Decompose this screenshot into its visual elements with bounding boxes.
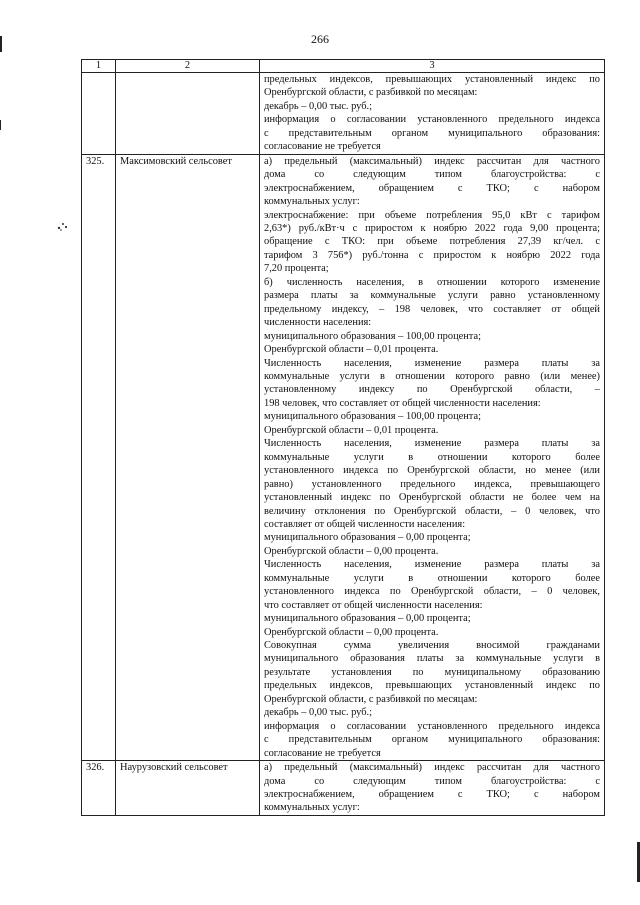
description-line: муниципального образования – 100,00 процента; (264, 411, 481, 423)
table-body (82, 60, 605, 816)
description-line: Оренбургской области – 0,00 процента. (264, 545, 439, 557)
index-description (260, 154, 605, 760)
description-line: дома со следующим типом благоустройства: с (264, 169, 600, 181)
description-line: декабрь – 0,00 тыс. руб.; (264, 100, 373, 112)
table-row (82, 761, 605, 816)
description-line: предельному индексу, – 198 человек, что составляет от общей (264, 303, 600, 315)
municipality-name (116, 73, 260, 155)
description-line: электроснабжение: при объеме потребления 95,0 кВт с тарифом (264, 209, 600, 221)
description-line: муниципального образования – 0,00 процента; (264, 613, 471, 625)
table-row (82, 154, 605, 760)
description-line: коммунальные услуги в отношении которого равно (или менее) (264, 370, 600, 382)
description-line: с представительным органом муниципального образования: (264, 127, 600, 139)
header-col-2: 2 (116, 60, 260, 73)
description-line: коммунальные услуги в отношении которого более (264, 451, 600, 463)
description-line: предельных индексов, превышающих установленный индекс по (264, 74, 600, 85)
row-number (82, 73, 116, 155)
description-line: муниципального образования – 100,00 процента; (264, 330, 481, 342)
description-line: установленный индекс по Оренбургской области не более чем на (264, 492, 600, 504)
description-line: информация о согласовании установленного предельного индекса (264, 720, 600, 732)
description-line: б) численность населения, в отношении которого изменение (264, 276, 600, 288)
description-line: информация о согласовании установленного предельного индекса (264, 114, 600, 126)
description-line: величину отклонения по Оренбургской области, – 0 человек, что (264, 505, 600, 517)
description-line: а) предельный (максимальный) индекс рассчитан для частного (264, 762, 600, 774)
description-line: Оренбургской области, с разбивкой по месяцам: (264, 87, 478, 99)
description-line: тарифом 3 756*) руб./тонна с приростом к ноябрю 2022 года (264, 249, 600, 261)
description-line: дома со следующим типом благоустройства: с (264, 775, 600, 787)
description-line: с представительным органом муниципального образования: (264, 734, 600, 746)
description-line: согласование не требуется (264, 747, 381, 759)
description-line: электроснабжением, обращением с ТКО; с набором (264, 789, 600, 801)
description-line: Оренбургской области – 0,01 процента. (264, 344, 439, 356)
scan-edge-mark (0, 120, 1, 130)
description-line: установленного индекса по Оренбургской области, но менее (или (264, 465, 600, 477)
municipality-name: Наурузовский сельсовет (116, 761, 260, 816)
row-number: 326. (82, 761, 116, 816)
description-line: результате установления по муниципальному образованию (264, 666, 600, 678)
description-line: согласование не требуется (264, 141, 381, 153)
municipality-name: Максимовский сельсовет (116, 154, 260, 760)
description-line: Численность населения, изменение размера платы за (264, 559, 600, 571)
index-description (260, 73, 605, 155)
description-line: коммунальных услуг: (264, 802, 360, 814)
description-line: декабрь – 0,00 тыс. руб.; (264, 707, 373, 719)
table-row (82, 73, 605, 155)
municipal-index-table (81, 59, 605, 816)
description-line: Оренбургской области, с разбивкой по месяцам: (264, 693, 478, 705)
description-line: Численность населения, изменение размера платы за (264, 438, 600, 450)
scan-edge-mark (0, 36, 2, 52)
description-line: установленного индекса по Оренбургской области, – 0 человек, (264, 586, 600, 598)
description-line: коммунальные услуги в отношении которого более (264, 572, 600, 584)
description-line: электроснабжением, обращением с ТКО; с набором (264, 182, 600, 194)
description-line: размера платы за коммунальные услуги равно установленному (264, 290, 600, 302)
description-line: равно) установленного предельного индекса, превышающего (264, 478, 600, 490)
row-number: 325. (82, 154, 116, 760)
scan-speck (56, 218, 70, 232)
description-line: 198 человек, что составляет от общей численности населения: (264, 397, 541, 409)
description-line: муниципального образования – 0,00 процента; (264, 532, 471, 544)
description-line: обращение с ТКО: при объеме потребления 27,39 кг/чел. с (264, 236, 600, 248)
description-line: составляет от общей численности населения: (264, 518, 466, 530)
description-line: Оренбургской области – 0,00 процента. (264, 626, 439, 638)
description-line: Совокупная сумма увеличения вносимой гражданами (264, 640, 600, 652)
table-header-row (82, 60, 605, 73)
description-line: Численность населения, изменение размера платы за (264, 357, 600, 369)
header-col-1: 1 (82, 60, 116, 73)
header-col-3: 3 (260, 60, 605, 73)
description-line: муниципального образования платы за коммунальные услуги в (264, 653, 600, 665)
description-line: численности населения: (264, 317, 372, 329)
description-line: коммунальных услуг: (264, 196, 360, 208)
description-line: установленному индексу по Оренбургской области, – (264, 384, 600, 396)
description-line: 2,63*) руб./кВт·ч с приростом к ноябрю 2022 года 9,00 процента; (264, 222, 600, 234)
description-line: а) предельный (максимальный) индекс рассчитан для частного (264, 155, 600, 167)
description-line: Оренбургской области – 0,01 процента. (264, 424, 439, 436)
description-line: предельных индексов, превышающих установленный индекс по (264, 680, 600, 692)
description-line: что составляет от общей численности населения: (264, 599, 483, 611)
page-number: 266 (311, 32, 329, 46)
index-description (260, 761, 605, 816)
description-line: 7,20 процента; (264, 263, 329, 275)
